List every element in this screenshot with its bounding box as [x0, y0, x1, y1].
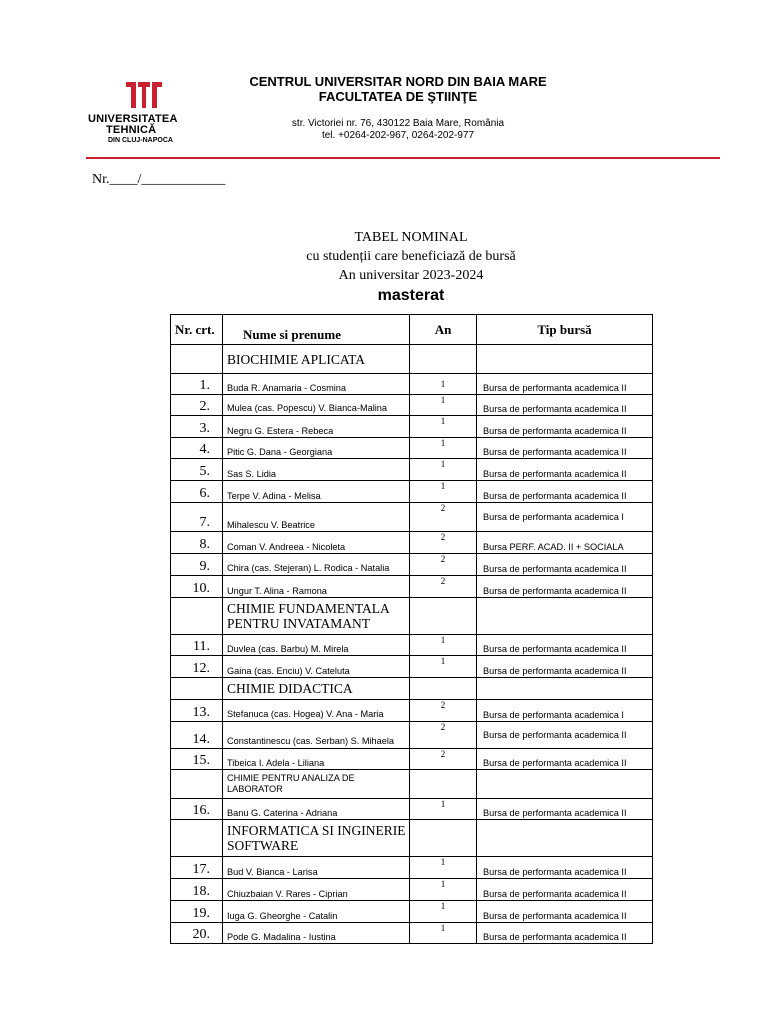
scholarship-type: Bursa de performanta academica II [477, 857, 653, 879]
study-year: 1 [410, 635, 477, 656]
section-empty-cell [171, 345, 223, 374]
header-year: An [410, 315, 477, 345]
scholarship-type: Bursa de performanta academica II [477, 459, 653, 481]
scholarship-type: Bursa de performanta academica II [477, 395, 653, 416]
row-number: 2. [171, 395, 223, 416]
scholarship-type: Bursa de performanta academica II [477, 438, 653, 459]
study-year: 1 [410, 799, 477, 820]
table-row [171, 532, 653, 554]
table-row [171, 576, 653, 598]
section-empty-cell [477, 770, 653, 799]
section-row [171, 678, 653, 700]
section-row [171, 770, 653, 799]
university-logo [88, 80, 208, 152]
student-name: Gaina (cas. Enciu) V. Cateluta [223, 656, 410, 678]
row-number: 6. [171, 481, 223, 503]
table-row [171, 722, 653, 749]
document-titles [170, 228, 652, 306]
student-name: Negru G. Estera - Rebeca [223, 416, 410, 438]
section-empty-cell [171, 678, 223, 700]
section-empty-cell [477, 345, 653, 374]
student-name: Buda R. Anamaria - Cosmina [223, 374, 410, 395]
row-number: 4. [171, 438, 223, 459]
study-year: 1 [410, 901, 477, 923]
student-name: Chiuzbaian V. Rares - Ciprian [223, 879, 410, 901]
table-row [171, 374, 653, 395]
row-number: 17. [171, 857, 223, 879]
row-number: 10. [171, 576, 223, 598]
phone-line: tel. +0264-202-967, 0264-202-977 [321, 130, 475, 141]
table-row [171, 749, 653, 770]
study-year: 1 [410, 481, 477, 503]
row-number: 9. [171, 554, 223, 576]
study-year: 1 [410, 879, 477, 901]
row-number: 12. [171, 656, 223, 678]
study-year: 2 [410, 700, 477, 722]
logo-line-3: DIN CLUJ-NAPOCA [108, 137, 173, 144]
logo-wordmark [88, 114, 208, 136]
study-year: 2 [410, 503, 477, 532]
table-row [171, 656, 653, 678]
section-title: CHIMIE PENTRU ANALIZA DE LABORATOR [223, 770, 410, 799]
study-year: 2 [410, 722, 477, 749]
table-row [171, 635, 653, 656]
scholarship-type: Bursa de performanta academica II [477, 923, 653, 944]
utcn-emblem-icon [124, 80, 164, 110]
student-name: Iuga G. Gheorghe - Catalin [223, 901, 410, 923]
student-name: Bud V. Bianca - Larisa [223, 857, 410, 879]
row-number: 18. [171, 879, 223, 901]
table-row [171, 481, 653, 503]
student-name: Duvlea (cas. Barbu) M. Mirela [223, 635, 410, 656]
row-number: 7. [171, 503, 223, 532]
row-number: 5. [171, 459, 223, 481]
section-empty-cell [477, 678, 653, 700]
row-number: 16. [171, 799, 223, 820]
section-title: CHIMIE DIDACTICA [223, 678, 410, 700]
student-name: Mulea (cas. Popescu) V. Bianca-Malina [223, 395, 410, 416]
scholarship-type: Bursa PERF. ACAD. II + SOCIALA [477, 532, 653, 554]
scholarship-type: Bursa de performanta academica II [477, 554, 653, 576]
scholarship-type: Bursa de performanta academica II [477, 879, 653, 901]
table-row [171, 438, 653, 459]
scholarship-table [170, 314, 653, 944]
address-line: str. Victoriei nr. 76, 430122 Baia Mare, România [291, 118, 505, 129]
section-empty-cell [171, 770, 223, 799]
scholarship-type: Bursa de performanta academica II [477, 722, 653, 749]
faculty-name: FACULTATEA DE ŞTIINŢE [318, 89, 478, 104]
student-name: Constantinescu (cas. Serban) S. Mihaela [223, 722, 410, 749]
table-row [171, 416, 653, 438]
section-title: BIOCHIMIE APLICATA [223, 345, 410, 374]
student-name: Stefanuca (cas. Hogea) V. Ana - Maria [223, 700, 410, 722]
table-body [171, 345, 653, 944]
section-empty-cell [410, 598, 477, 635]
study-year: 2 [410, 749, 477, 770]
table-row [171, 700, 653, 722]
logo-line-1: UNIVERSITATEA [88, 113, 178, 125]
row-number: 13. [171, 700, 223, 722]
section-empty-cell [410, 770, 477, 799]
table-row [171, 799, 653, 820]
scholarship-type: Bursa de performanta academica II [477, 635, 653, 656]
table-row [171, 395, 653, 416]
scholarship-type: Bursa de performanta academica II [477, 374, 653, 395]
study-year: 2 [410, 576, 477, 598]
header-type: Tip bursă [477, 315, 653, 345]
student-name: Pitic G. Dana - Georgiana [223, 438, 410, 459]
section-empty-cell [410, 345, 477, 374]
row-number: 3. [171, 416, 223, 438]
student-name: Ungur T. Alina - Ramona [223, 576, 410, 598]
scholarship-type: Bursa de performanta academica II [477, 656, 653, 678]
scholarship-type: Bursa de performanta academica I [477, 503, 653, 532]
center-name: CENTRUL UNIVERSITAR NORD DIN BAIA MARE [249, 74, 547, 89]
table-row [171, 554, 653, 576]
section-empty-cell [410, 820, 477, 857]
study-year: 1 [410, 416, 477, 438]
section-title: INFORMATICA SI INGINERIE SOFTWARE [223, 820, 410, 857]
student-name: Mihalescu V. Beatrice [223, 503, 410, 532]
study-year: 2 [410, 532, 477, 554]
student-name: Coman V. Andreea - Nicoleta [223, 532, 410, 554]
scholarship-type: Bursa de performanta academica II [477, 901, 653, 923]
study-year: 1 [410, 438, 477, 459]
program-level: masterat [377, 287, 445, 304]
title-line-2: cu studenții care beneficiază de bursă [306, 249, 516, 264]
row-number: 8. [171, 532, 223, 554]
section-empty-cell [171, 820, 223, 857]
row-number: 11. [171, 635, 223, 656]
row-number: 1. [171, 374, 223, 395]
table-row [171, 879, 653, 901]
section-empty-cell [410, 678, 477, 700]
study-year: 2 [410, 554, 477, 576]
student-name: Pode G. Madalina - Iustina [223, 923, 410, 944]
row-number: 20. [171, 923, 223, 944]
student-name: Terpe V. Adina - Melisa [223, 481, 410, 503]
table-row [171, 857, 653, 879]
study-year: 1 [410, 459, 477, 481]
table-row [171, 459, 653, 481]
study-year: 1 [410, 923, 477, 944]
student-name: Chira (cas. Stejeran) L. Rodica - Natalia [223, 554, 410, 576]
institution-heading [230, 74, 566, 104]
header-divider [86, 157, 720, 159]
section-row [171, 345, 653, 374]
section-row [171, 820, 653, 857]
row-number: 15. [171, 749, 223, 770]
header-name: Nume si prenume [223, 315, 410, 345]
study-year: 1 [410, 656, 477, 678]
table-header-row [171, 315, 653, 345]
table-row [171, 503, 653, 532]
title-line-3: An universitar 2023-2024 [338, 268, 484, 283]
logo-line-2: TEHNICĂ [106, 124, 157, 136]
registration-number: Nr.____/____________ [92, 172, 226, 187]
section-empty-cell [171, 598, 223, 635]
scholarship-type: Bursa de performanta academica II [477, 799, 653, 820]
scholarship-type: Bursa de performanta academica II [477, 416, 653, 438]
table-row [171, 923, 653, 944]
scholarship-type: Bursa de performanta academica II [477, 576, 653, 598]
scholarship-type: Bursa de performanta academica II [477, 749, 653, 770]
section-empty-cell [477, 598, 653, 635]
section-title: CHIMIE FUNDAMENTALA PENTRU INVATAMANT [223, 598, 410, 635]
study-year: 1 [410, 857, 477, 879]
study-year: 1 [410, 395, 477, 416]
header-nr: Nr. crt. [171, 315, 223, 345]
student-name: Sas S. Lidia [223, 459, 410, 481]
study-year: 1 [410, 374, 477, 395]
student-name: Tibeica I. Adela - Liliana [223, 749, 410, 770]
student-name: Banu G. Caterina - Adriana [223, 799, 410, 820]
scholarship-type: Bursa de performanta academica II [477, 481, 653, 503]
section-row [171, 598, 653, 635]
section-empty-cell [477, 820, 653, 857]
contact-info [230, 118, 566, 142]
table-row [171, 901, 653, 923]
title-line-1: TABEL NOMINAL [354, 230, 468, 245]
row-number: 14. [171, 722, 223, 749]
scholarship-type: Bursa de performanta academica I [477, 700, 653, 722]
row-number: 19. [171, 901, 223, 923]
